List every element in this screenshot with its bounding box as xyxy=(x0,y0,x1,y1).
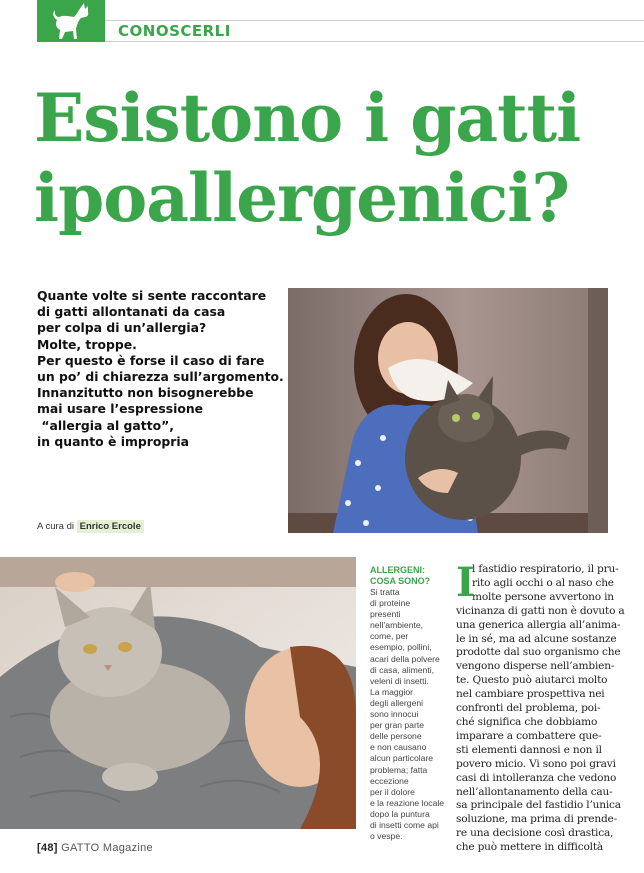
sidebar-line: veleni di insetti. xyxy=(370,675,429,686)
sidebar-line: di proteine xyxy=(370,598,411,609)
intro-line: mai usare l’espressione xyxy=(37,401,204,417)
author-name: Enrico Ercole xyxy=(77,520,144,533)
credit-prefix: A cura di xyxy=(37,521,74,532)
sidebar-line: delle persone xyxy=(370,731,422,742)
sidebar-line: per gran parte xyxy=(370,720,424,731)
article-line: molte persone avvertono in xyxy=(472,590,614,603)
article-line: le in sé, ma ad alcune sostanze xyxy=(456,632,617,645)
sidebar-line: sono innocui xyxy=(370,709,419,720)
article-line: che può mettere in difficoltà xyxy=(456,841,603,854)
headline xyxy=(34,78,634,238)
sidebar-body xyxy=(370,587,450,842)
sidebar-line: La maggior xyxy=(370,686,413,697)
intro-line: Molte, troppe. xyxy=(37,336,137,352)
article-line: vengono disperse nell’ambien- xyxy=(456,660,615,673)
article-line: nel cambiare prospettiva nei xyxy=(456,688,605,701)
intro-paragraph xyxy=(37,288,287,450)
sidebar-line: acari della polvere xyxy=(370,653,440,664)
sidebar-line: alcun particolare xyxy=(370,753,434,764)
sidebar-line: di insetti come api xyxy=(370,819,439,830)
sidebar-title xyxy=(370,565,430,587)
magazine-name: GATTO Magazine xyxy=(61,842,153,854)
section-badge xyxy=(37,0,105,42)
sidebar-line: per il dolore xyxy=(370,786,415,797)
header-rule-bottom xyxy=(100,41,644,42)
page-folio xyxy=(37,842,153,854)
sidebar-title-line: ALLERGENI: xyxy=(370,565,425,575)
article-line: vicinanza di gatti non è dovuto a xyxy=(456,604,625,617)
page-number: [48] xyxy=(37,842,58,854)
sidebar-line: eccezione xyxy=(370,775,409,786)
sidebar-title-line: COSA SONO? xyxy=(370,576,431,586)
intro-line: di gatti allontanati da casa xyxy=(37,304,226,320)
article-line: prodotte dal suo organismo che xyxy=(456,646,621,659)
article-line: una generica allergia all’anima- xyxy=(456,618,621,631)
sidebar-line: come, per xyxy=(370,631,409,642)
sidebar-line: nell’ambiente, xyxy=(370,620,424,631)
headline-line: Esistono i gatti xyxy=(34,79,581,157)
intro-line: “allergia al gatto”, xyxy=(37,417,174,433)
headline-line: ipoallergenici? xyxy=(34,159,570,237)
sidebar-line: di casa, alimenti, xyxy=(370,664,435,675)
intro-line: in quanto è impropria xyxy=(37,433,189,449)
sidebar-line: e non causano xyxy=(370,742,427,753)
article-line: confronti del problema, poi- xyxy=(456,702,601,715)
sidebar-line: o vespe. xyxy=(370,831,403,842)
intro-line: Per questo è forse il caso di fare xyxy=(37,352,265,368)
intro-line: Innanzitutto non bisognerebbe xyxy=(37,385,254,401)
article-line: rito agli occhi o al naso che xyxy=(472,576,614,589)
article-line: sti elementi dannosi e non il xyxy=(456,743,602,756)
sidebar-line: presenti xyxy=(370,609,401,620)
article-line: te. Questo può aiutarci molto xyxy=(456,674,608,687)
sidebar-line: dopo la puntura xyxy=(370,808,430,819)
sidebar-line: esempio, pollini, xyxy=(370,642,432,653)
sidebar-line: degli allergeni xyxy=(370,697,424,708)
article-line: casi di intolleranza che vedono xyxy=(456,771,617,784)
section-label: CONOSCERLI xyxy=(118,22,231,40)
header-rule-top xyxy=(100,20,644,21)
article-line: l fastidio respiratorio, il pru- xyxy=(472,563,619,575)
photo-cat-on-woman xyxy=(0,557,356,829)
sidebar-line: e la reazione locale xyxy=(370,797,445,808)
sidebar-line: Si tratta xyxy=(370,587,400,597)
author-credit xyxy=(37,519,148,536)
article-line: nell’allontanamento della cau- xyxy=(456,785,613,798)
cat-silhouette-icon xyxy=(51,3,95,41)
article-line: soluzione, ma prima di prende- xyxy=(456,813,617,826)
article-line: povero micio. Vi sono poi gravi xyxy=(456,757,616,770)
intro-line: per colpa di un’allergia? xyxy=(37,320,207,336)
intro-line: un po’ di chiarezza sull’argomento. xyxy=(37,369,284,385)
article-line: imparare a combattere que- xyxy=(456,729,602,742)
article-line: re una decisione così drastica, xyxy=(456,827,614,840)
article-line: sa principale del fastidio l’unica xyxy=(456,799,621,812)
sidebar-line: problema; fatta xyxy=(370,764,428,775)
dropcap: I xyxy=(456,559,475,606)
article-body xyxy=(456,559,636,855)
intro-line: Quante volte si sente raccontare xyxy=(37,288,267,303)
photo-girl-with-cat xyxy=(288,288,608,533)
article-line: ché significa che dobbiamo xyxy=(456,715,598,728)
